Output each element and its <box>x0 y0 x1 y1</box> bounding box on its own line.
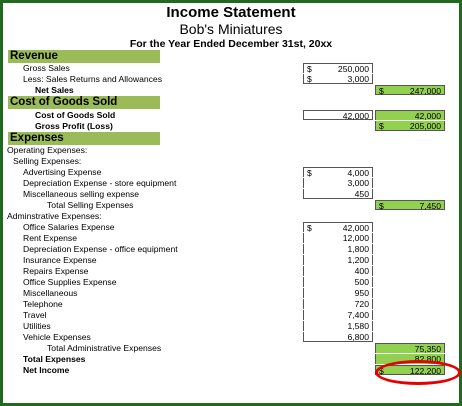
row-label-misc-selling: Miscellaneous selling expense <box>23 189 140 199</box>
section-cogs: Cost of Goods Sold <box>8 96 160 109</box>
amount-value: 3,000 <box>347 74 369 84</box>
amount-value: 1,800 <box>347 244 369 254</box>
amount-value: 7,400 <box>347 310 369 320</box>
row-label-gross-sales: Gross Sales <box>23 63 70 73</box>
row-label-vehicle: Vehicle Expenses <box>23 332 91 342</box>
row-label-office-salaries: Office Salaries Expense <box>23 222 115 232</box>
col1-cell-misc <box>303 288 373 298</box>
col2-cell-net-sales <box>375 85 445 95</box>
row-label-net-sales: Net Sales <box>35 85 74 95</box>
col2-cell-total-selling <box>375 200 445 210</box>
col2-cell-total-admin <box>375 343 445 353</box>
row-label-total-selling: Total Selling Expenses <box>47 200 134 210</box>
col1-cell-office-supplies <box>303 277 373 287</box>
col1-cell-repairs <box>303 266 373 276</box>
amount-value: 82,800 <box>414 354 441 364</box>
row-label-utilities: Utilities <box>23 321 51 331</box>
amount-value: 950 <box>354 288 369 298</box>
amount-value: 4,000 <box>347 168 369 178</box>
amount-value: 7,450 <box>419 201 441 211</box>
col1-cell-rent <box>303 233 373 243</box>
dollar-sign: $ <box>379 121 384 131</box>
amount-value: 12,000 <box>342 233 369 243</box>
col1-cell-cogs <box>303 110 373 120</box>
row-label-net-income: Net Income <box>23 365 70 375</box>
row-label-total-expenses: Total Expenses <box>23 354 86 364</box>
row-label-operating: Operating Expenses: <box>7 145 88 155</box>
dollar-sign: $ <box>307 223 312 233</box>
row-label-returns: Less: Sales Returns and Allowances <box>23 74 163 84</box>
col2-cell-gross-profit <box>375 121 445 131</box>
row-label-admin: Adminstrative Expenses: <box>7 211 102 221</box>
col2-cell-cogs <box>375 110 445 120</box>
section-revenue: Revenue <box>8 50 160 63</box>
net-income-highlight-ring <box>375 360 461 385</box>
row-label-rent: Rent Expense <box>23 233 77 243</box>
row-label-depr-office: Depreciation Expense - office equipment <box>23 244 178 254</box>
dollar-sign: $ <box>379 201 384 211</box>
dollar-sign: $ <box>307 168 312 178</box>
row-label-insurance: Insurance Expense <box>23 255 97 265</box>
amount-value: 1,580 <box>347 321 369 331</box>
amount-value: 720 <box>354 299 369 309</box>
amount-value: 450 <box>354 189 369 199</box>
col1-cell-utilities <box>303 321 373 331</box>
col1-cell-depr-office <box>303 244 373 254</box>
col1-cell-advertising <box>303 167 373 177</box>
amount-value: 400 <box>354 266 369 276</box>
row-label-total-admin: Total Administrative Expenses <box>47 343 162 353</box>
col1-cell-office-salaries <box>303 222 373 232</box>
row-label-cogs: Cost of Goods Sold <box>35 110 116 120</box>
col1-cell-depr-store <box>303 178 373 188</box>
company-name: Bob's Miniatures <box>179 21 283 37</box>
period-label: For the Year Ended December 31st, 20xx <box>129 38 333 50</box>
section-expenses: Expenses <box>8 132 160 145</box>
dollar-sign: $ <box>307 64 312 74</box>
row-label-selling: Selling Expenses: <box>13 156 82 166</box>
statement-title: Income Statement <box>166 4 296 21</box>
row-label-telephone: Telephone <box>23 299 63 309</box>
col1-cell-telephone <box>303 299 373 309</box>
row-label-gross-profit: Gross Profit (Loss) <box>35 121 113 131</box>
row-label-repairs: Repairs Expense <box>23 266 89 276</box>
amount-value: 250,000 <box>337 64 369 74</box>
dollar-sign: $ <box>307 74 312 84</box>
amount-value: 122,200 <box>409 366 441 376</box>
row-label-travel: Travel <box>23 310 47 320</box>
col1-cell-vehicle <box>303 332 373 342</box>
col1-cell-insurance <box>303 255 373 265</box>
amount-value: 500 <box>354 277 369 287</box>
amount-value: 42,000 <box>342 111 369 121</box>
row-label-misc: Miscellaneous <box>23 288 78 298</box>
col1-cell-gross-sales <box>303 63 373 73</box>
amount-value: 42,000 <box>414 111 441 121</box>
col1-cell-returns <box>303 74 373 84</box>
amount-value: 1,200 <box>347 255 369 265</box>
row-label-office-supplies: Office Supplies Expense <box>23 277 117 287</box>
amount-value: 247,000 <box>409 86 441 96</box>
dollar-sign: $ <box>379 366 384 376</box>
row-label-depr-store: Depreciation Expense - store equipment <box>23 178 177 188</box>
amount-value: 42,000 <box>342 223 369 233</box>
col1-cell-travel <box>303 310 373 320</box>
row-label-advertising: Advertising Expense <box>23 167 102 177</box>
col1-cell-misc-selling <box>303 189 373 199</box>
dollar-sign: $ <box>379 86 384 96</box>
amount-value: 75,350 <box>414 344 441 354</box>
amount-value: 205,000 <box>409 121 441 131</box>
amount-value: 3,000 <box>347 178 369 188</box>
amount-value: 6,800 <box>347 332 369 342</box>
